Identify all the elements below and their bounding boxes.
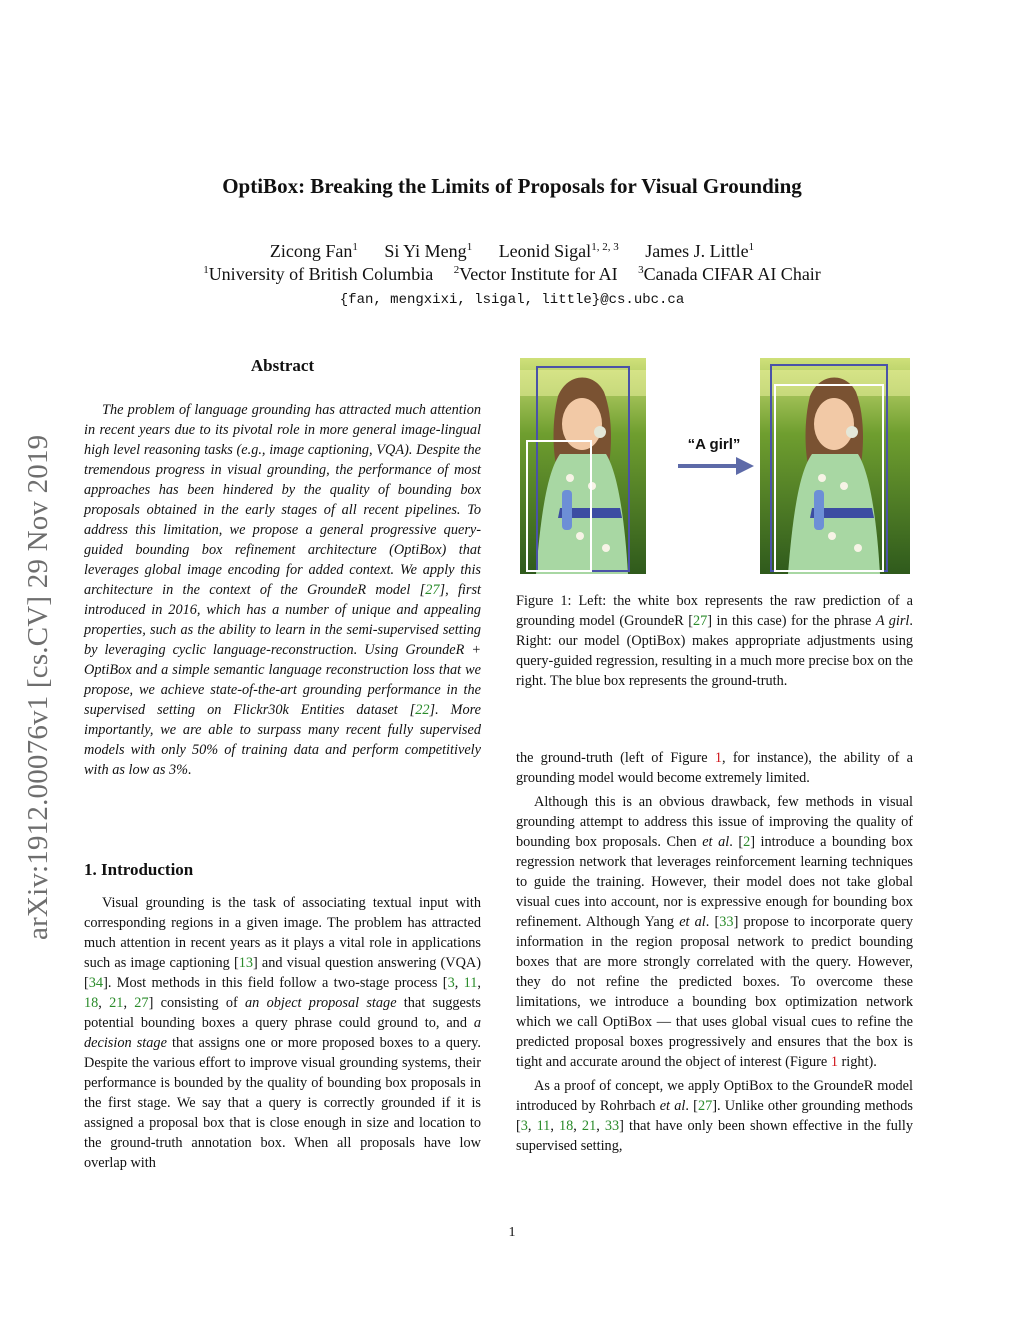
author-affil-mark: 1	[466, 241, 473, 253]
text-run: ,	[123, 995, 135, 1011]
page-number: 1	[508, 1225, 516, 1240]
text-run: ] and visual question answering (VQA) [	[84, 955, 481, 991]
affiliation: $^3$Canada CIFAR AI Chair	[638, 264, 821, 284]
citation-link[interactable]: 11	[463, 975, 478, 991]
text-run: ] consisting of	[148, 995, 246, 1011]
affiliation-list	[0, 264, 1024, 285]
citation-link[interactable]: 33	[604, 1118, 620, 1134]
figure-caption	[516, 591, 913, 691]
affiliation: $^1$University of British Columbia	[203, 264, 434, 284]
author-list	[0, 241, 1024, 262]
citation-link[interactable]: 13	[238, 955, 254, 971]
figure-caption-text	[516, 591, 913, 691]
emphasis-text: et al	[679, 914, 706, 930]
author	[645, 241, 754, 261]
author-email[interactable]: {fan, mengxixi, lsigal, little}@cs.ubc.ca	[339, 292, 685, 308]
body-paragraph	[516, 1076, 913, 1156]
citation-link[interactable]: 21	[109, 995, 124, 1011]
citation-link[interactable]: 33	[719, 914, 734, 930]
text-run: Visual grounding is the task of associating textual input with corresponding regions in a given image. The problem has attracted much attention in recent years as it plays a vital role in applications such as image captioning [	[84, 895, 481, 971]
author-name: Si Yi Meng	[384, 241, 467, 261]
body-paragraph	[516, 792, 913, 1072]
section-heading-introduction: 1. Introduction	[84, 860, 194, 879]
author	[270, 241, 358, 261]
text-run: Figure 1: Left: the white box represents the raw prediction of a grounding model (GroundeR [	[516, 593, 913, 629]
body-paragraph	[516, 748, 913, 788]
figure-image-right	[760, 358, 910, 574]
citation-link[interactable]: 27	[425, 582, 440, 598]
text-run: The problem of language grounding has attracted much attention in recent years due to its pivotal role in more general image-lingual high level reasoning tasks (e.g., image captioning, VQA). Despite the tremendous progress in visual grounding, the performance of most approaches has been hindered by the quality of bounding box proposals obtained in the early stages of all recent pipelines. To address this limitation, we propose a general progressive query-guided bounding box refinement architecture (OptiBox) that leverages global image encoding for added context. We apply this architecture in the context of the GroundeR model	[84, 402, 481, 598]
text-run: ,	[573, 1118, 582, 1134]
author	[499, 241, 619, 261]
text-run: Although this is an obvious drawback, few methods in visual grounding attempt to address this issue of improving the quality of bounding box proposals. Chen	[516, 794, 913, 850]
author-name: Zicong Fan	[269, 241, 353, 261]
text-run: ]. Most methods in this field follow a two-stage process [	[103, 975, 448, 991]
abstract-paragraph	[84, 400, 481, 780]
citation-link[interactable]: 18	[84, 995, 99, 1011]
citation-link[interactable]: 21	[581, 1118, 597, 1134]
query-phrase-label: “A girl”	[687, 436, 741, 453]
arxiv-identifier: arXiv:1912.00076v1 [cs.CV] 29 Nov 2019	[22, 434, 54, 940]
citation-link[interactable]: 27	[692, 613, 708, 629]
emphasis-text: et al	[659, 1098, 686, 1114]
paper-title: OptiBox: Breaking the Limits of Proposals for Visual Grounding	[222, 174, 802, 198]
raw-prediction-box	[526, 440, 592, 572]
author-name: Leonid Sigal	[498, 241, 592, 261]
abstract-body	[84, 400, 481, 780]
text-run: ,	[596, 1118, 605, 1134]
citation-link[interactable]: 1	[714, 750, 723, 766]
introduction-body	[84, 893, 481, 1173]
author	[384, 241, 472, 261]
text-run: As a proof of concept, we apply OptiBox to the GroundeR model introduced by Rohrbach	[516, 1078, 913, 1114]
text-run: ] propose to incorporate query information in the region proposal network to predict bounding boxes that are more strongly correlated with the query. However, they do not refine the predicted boxes. To overcome these limitations, we introduce a bounding box optimization network which we call OptiBox — that uses global visual cues to refine the predicted proposal boxes progressively and ensures that the box is tight and accurate around the object of interest (Figure	[516, 914, 913, 1070]
author-name: James J. Little	[645, 241, 749, 261]
text-run: ] in this case) for the phrase	[707, 613, 876, 629]
text-run: ,	[527, 1118, 537, 1134]
text-run: . Right: our model (OptiBox) makes appropriate adjustments using query-guided regression, resulting in a much more precise box on the right. The blue box represents the ground-truth.	[516, 613, 913, 689]
text-run: ,	[477, 975, 481, 991]
text-run: , for instance), the ability of a grounding model would become extremely limited.	[516, 750, 914, 786]
text-run: ]. Unlike other grounding methods [	[516, 1098, 913, 1134]
text-run: [	[419, 582, 426, 598]
citation-link[interactable]: 27	[134, 995, 149, 1011]
text-run: ], first introduced in 2016, which has a number of unique and appealing properties, such as the ability to learn in the semi-supervised setting by leveraging cyclic language-reconstruction. Using GroundeR + OptiBox and a simple semantic language reconstruction loss that we propose, we achieve state-of-the-art grounding performance in the supervised setting on Flickr30k Entities dataset [	[84, 582, 481, 718]
arrow-right-icon	[678, 455, 754, 477]
citation-link[interactable]: 3	[520, 1118, 528, 1134]
abstract-heading: Abstract	[250, 356, 315, 375]
text-run: ,	[550, 1118, 559, 1134]
emphasis-text: et al	[702, 834, 730, 850]
citation-link[interactable]: 2	[743, 834, 751, 850]
figure-image-left	[520, 358, 646, 574]
citation-link[interactable]: 18	[558, 1118, 574, 1134]
refined-prediction-box	[774, 384, 884, 572]
citation-link[interactable]: 27	[697, 1098, 713, 1114]
citation-link[interactable]: 3	[447, 975, 455, 991]
text-run: . [	[685, 1098, 698, 1114]
affiliation: $^2$Vector Institute for AI	[453, 264, 618, 284]
author-affil-mark: 1	[352, 241, 358, 253]
text-run: ]. More importantly, we are able to surpass many recent fully supervised models with only 50% of training data and perform competitively with as low as 3%.	[84, 702, 481, 778]
text-run: ] that have only been shown effective in the fully supervised setting,	[516, 1118, 913, 1154]
citation-link[interactable]: 1	[830, 1054, 838, 1070]
text-run: ,	[454, 975, 464, 991]
text-run: the ground-truth (left of Figure	[516, 750, 715, 766]
text-run: ,	[98, 995, 110, 1011]
author-affil-mark: 1, 2, 3	[591, 241, 619, 253]
emphasis-text: a decision stage	[84, 1015, 481, 1051]
right-column-body	[516, 748, 913, 1156]
emphasis-text: an object proposal stage	[245, 995, 397, 1011]
text-run: ] introduce a bounding box regression network that leverages reinforcement learning techniques to guide the training. However, their model does not take global visual cues into account, nor is expressive enough for bounding box refinement. Although Yang	[516, 834, 913, 930]
citation-link[interactable]: 34	[88, 975, 104, 991]
text-run: . [	[705, 914, 720, 930]
introduction-paragraph	[84, 893, 481, 1173]
text-run: right).	[837, 1054, 877, 1070]
citation-link[interactable]: 22	[415, 702, 430, 718]
text-run: that suggests potential bounding boxes a query phrase could ground to, and	[84, 995, 481, 1031]
author-affil-mark: 1	[748, 241, 755, 253]
citation-link[interactable]: 11	[536, 1118, 551, 1134]
text-run: . [	[729, 834, 744, 850]
emphasis-text: A girl	[875, 613, 910, 629]
text-run: that assigns one or more proposed boxes to a query. Despite the various effort to improve visual grounding systems, their performance is bounded by the quality of bounding box proposals in the first stage. We say that a query is correctly grounded if it is assigned a proposal box that is close enough in size and location to the ground-truth annotation box. When all proposals have low overlap with	[84, 1035, 481, 1171]
